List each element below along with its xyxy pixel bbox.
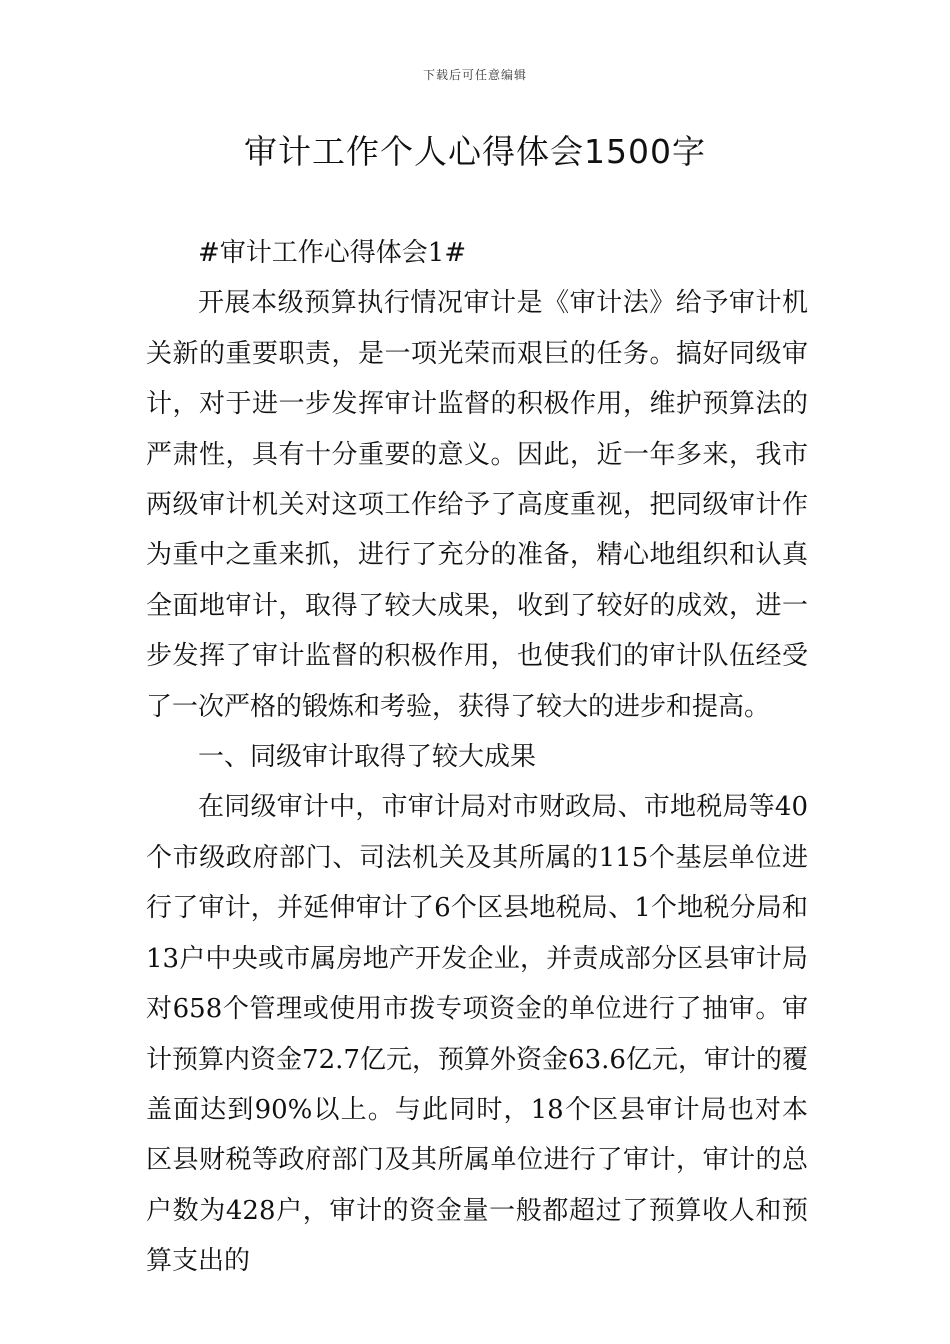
section-heading: #审计工作心得体会1# bbox=[198, 238, 467, 268]
header-note: 下载后可任意编辑 bbox=[422, 68, 527, 82]
body-paragraph: 开展本级预算执行情况审计是《审计法》给予审计机关新的重要职责，是一项光荣而艰巨的任务。搞好同级审计，对于进一步发挥审计监督的积极作用，维护预算法的严肃性，具有十分重要的意义。因此，近一年多来，我市两级审计机关对这项工作给予了高度重视，把同级审计作为重中之重来抓，进行了充分的准备，精心地组织和认真全面地审计，取得了较大成果，收到了较好的成效，进一步发挥了审计监督的积极作用，也使我们的审计队伍经受了一次严格的锻炼和考验，获得了较大的进步和提高。 bbox=[146, 288, 808, 722]
document-body bbox=[146, 228, 808, 1287]
document-title: 审计工作个人心得体会1500字 bbox=[244, 132, 706, 171]
body-paragraph: 在同级审计中，市审计局对市财政局、市地税局等40个市级政府部门、司法机关及其所属的115个基层单位进行了审计，并延伸审计了6个区县地税局、1个地税分局和13户中央或市属房地产开发企业，并责成部分区县审计局对658个管理或使用市拨专项资金的单位进行了抽审。审计预算内资金72.7亿元，预算外资金63.6亿元，审计的覆盖面达到90%以上。与此同时，18个区县审计局也对本区县财税等政府部门及其所属单位进行了审计，审计的总户数为428户，审计的资金量一般都超过了预算收人和预算支出的 bbox=[146, 792, 808, 1277]
section-heading: 一、同级审计取得了较大成果 bbox=[198, 742, 537, 773]
